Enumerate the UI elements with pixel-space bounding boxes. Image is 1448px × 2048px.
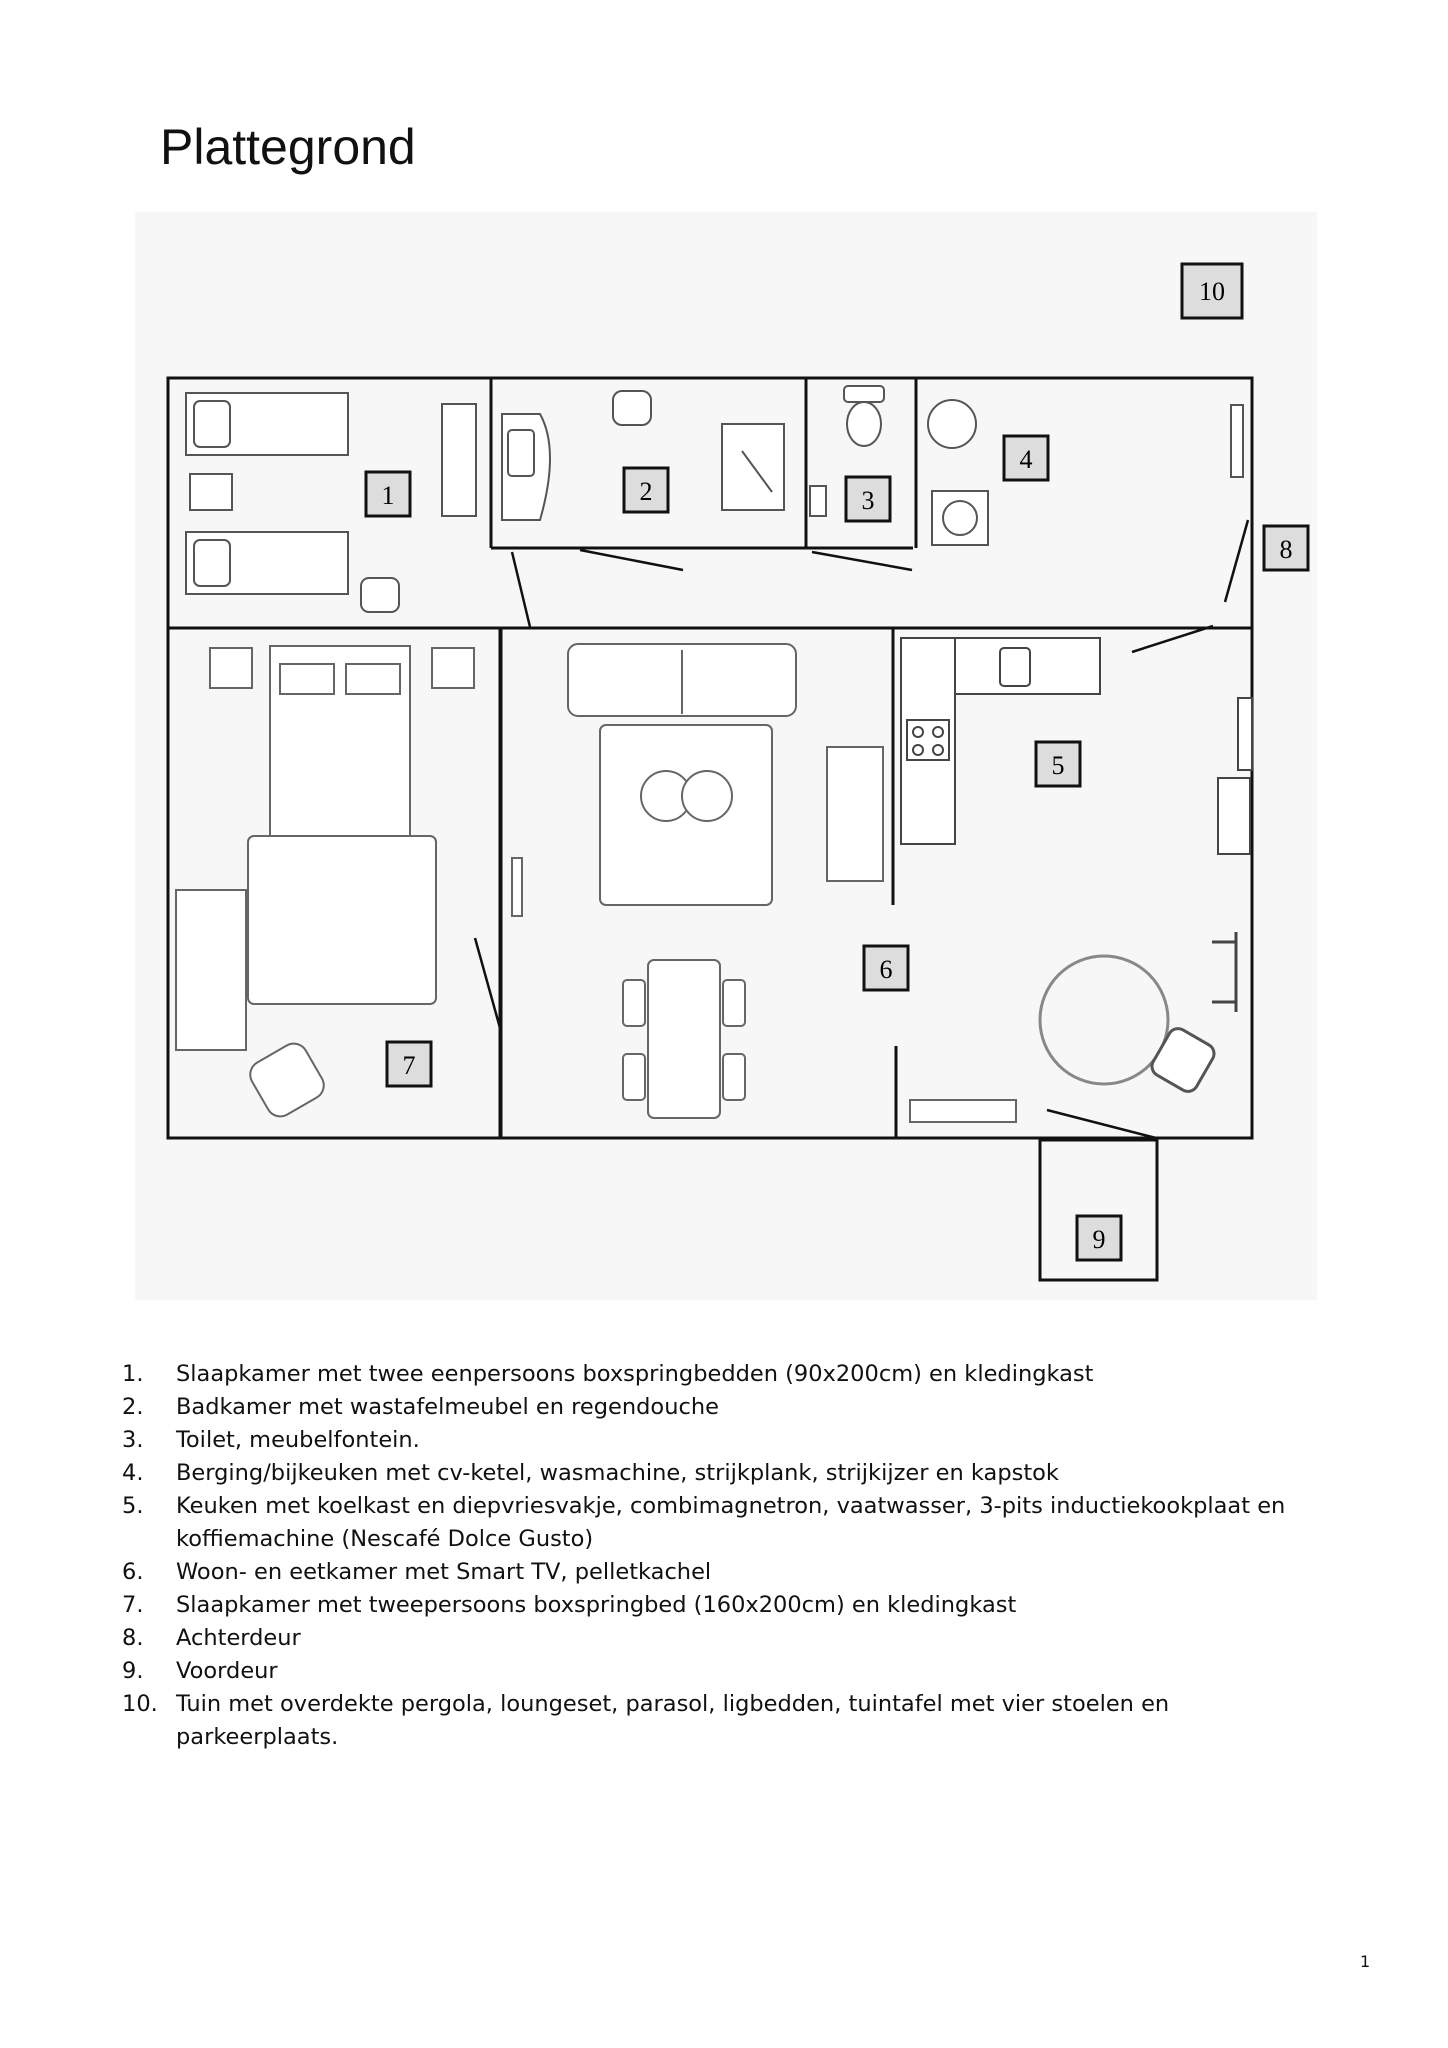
rug xyxy=(600,725,772,905)
label-4: 4 xyxy=(1019,445,1033,474)
label-10: 10 xyxy=(1199,277,1225,306)
legend-item: 7. Slaapkamer met tweepersoons boxspringbed (160x200cm) en kledingkast xyxy=(122,1592,1017,1618)
legend-item: 10. Tuin met overdekte pergola, loungeset, parasol, ligbedden, tuintafel met vier stoelen en parkeerplaats. xyxy=(122,1691,1170,1750)
legend-item: 6. Woon- en eetkamer met Smart TV, pelletkachel xyxy=(122,1559,712,1585)
legend-item: 2. Badkamer met wastafelmeubel en regendouche xyxy=(122,1394,719,1420)
wardrobe xyxy=(176,890,246,1050)
dining-table xyxy=(648,960,720,1118)
legend-item: 9. Voordeur xyxy=(122,1658,278,1684)
cooktop xyxy=(907,720,949,760)
label-2: 2 xyxy=(639,477,653,506)
label-7: 7 xyxy=(402,1051,416,1080)
legend-item: 8. Achterdeur xyxy=(122,1625,301,1651)
label-5: 5 xyxy=(1051,751,1065,780)
tv-cabinet xyxy=(827,747,883,881)
legend-item: 5. Keuken met koelkast en diepvriesvakje, combimagnetron, vaatwasser, 3-pits inductiekookplaat en koffiemachine (Nescafé Dolce Gusto) xyxy=(122,1493,1286,1552)
label-6: 6 xyxy=(879,955,893,984)
legend-item: 3. Toilet, meubelfontein. xyxy=(122,1427,420,1453)
page-number: 1 xyxy=(1360,1952,1371,1971)
rug xyxy=(248,836,436,1004)
label-1: 1 xyxy=(381,481,395,510)
wardrobe xyxy=(442,404,476,516)
label-3: 3 xyxy=(861,486,875,515)
page-title: Plattegrond xyxy=(160,119,416,175)
label-8: 8 xyxy=(1279,535,1293,564)
room-legend xyxy=(122,1358,1322,1754)
legend-item: 4. Berging/bijkeuken met cv-ketel, wasmachine, strijkplank, strijkijzer en kapstok xyxy=(122,1460,1059,1486)
label-9: 9 xyxy=(1092,1225,1106,1254)
legend-item: 1. Slaapkamer met twee eenpersoons boxspringbedden (90x200cm) en kledingkast xyxy=(122,1361,1094,1387)
